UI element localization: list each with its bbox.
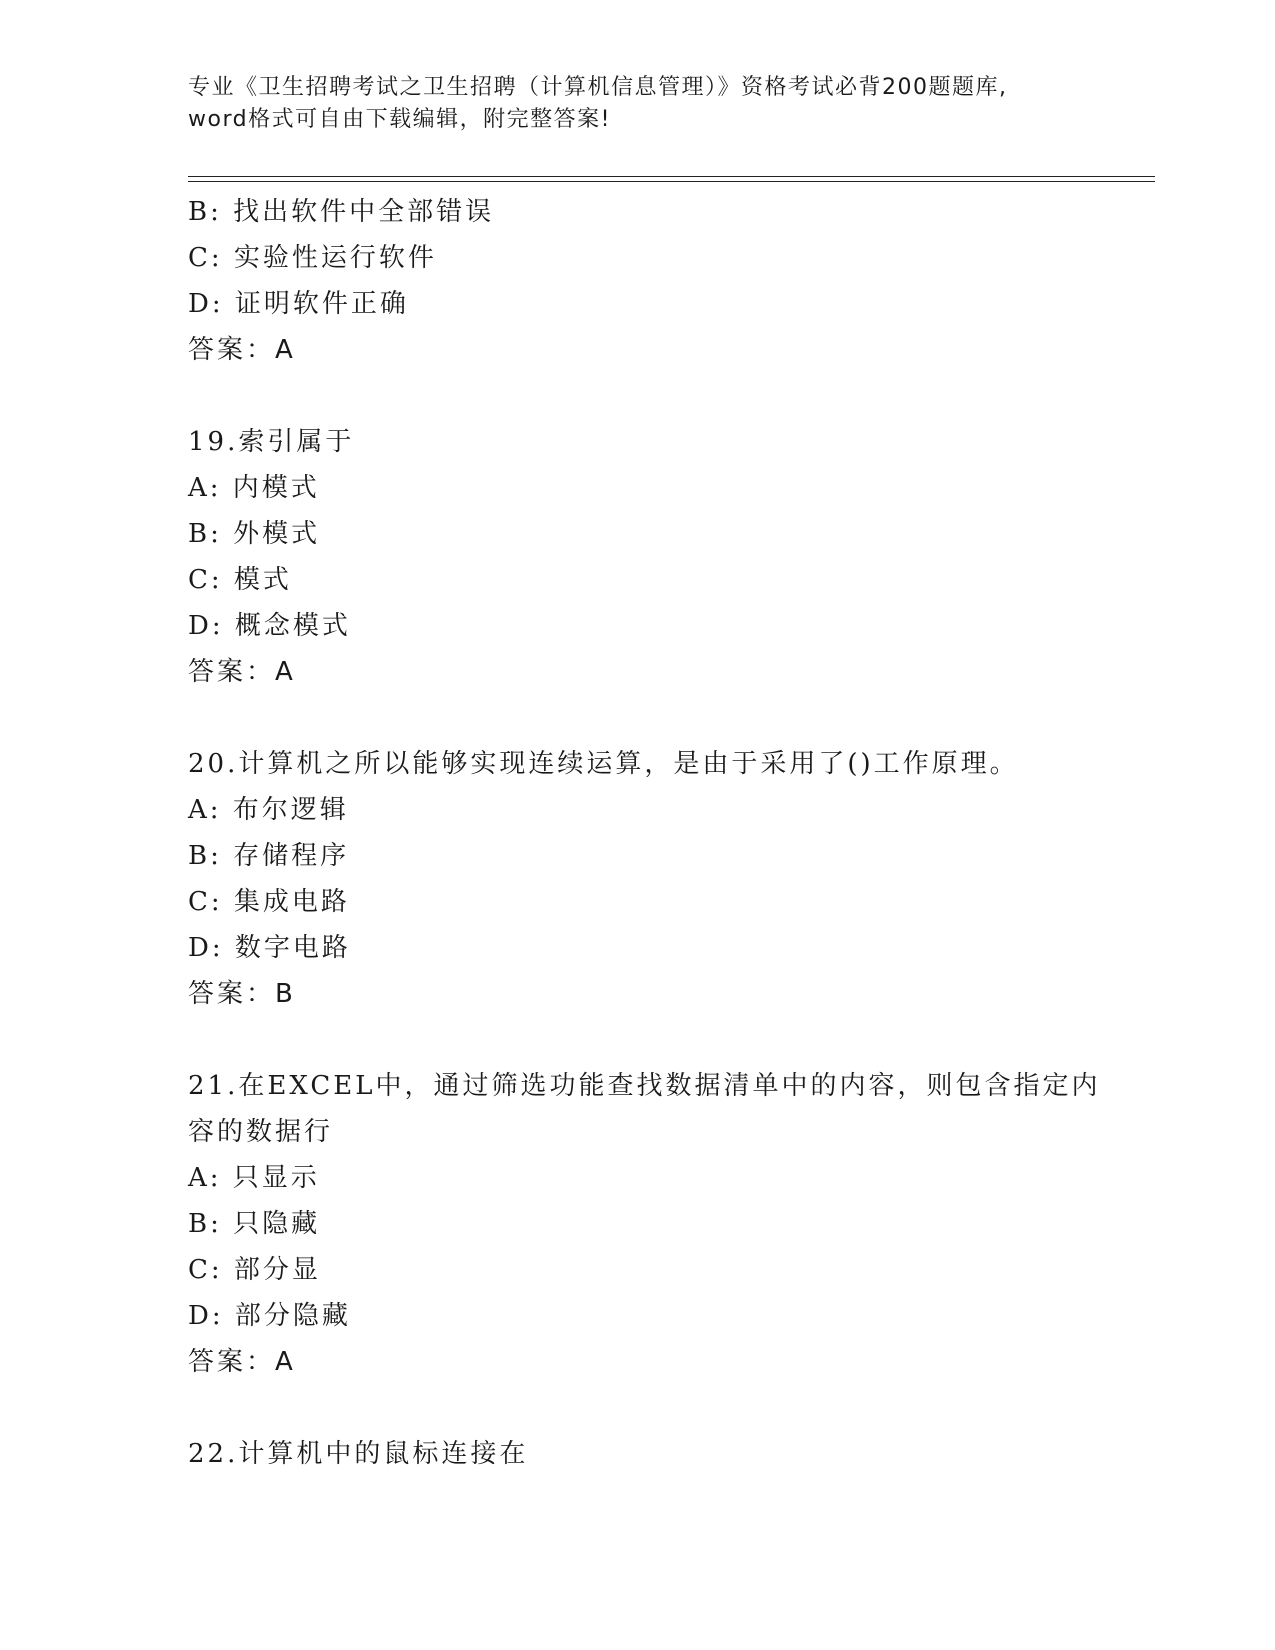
answer-value: A: [275, 1347, 296, 1377]
header-divider-bottom: [188, 181, 1155, 182]
option-d: D: 部分隐藏: [188, 1301, 351, 1331]
question-stem: 20.计算机之所以能够实现连续运算，是由于采用了()工作原理。: [188, 749, 1019, 779]
header-line-1: 专业《卫生招聘考试之卫生招聘（计算机信息管理）》资格考试必背200题题库,: [188, 75, 1008, 100]
option-d: D: 概念模式: [188, 611, 351, 641]
option-b: B: 存储程序: [188, 841, 350, 871]
option-b: B: 外模式: [188, 519, 321, 549]
option-c: C: 部分显: [188, 1255, 321, 1285]
answer-label: 答案：: [188, 1347, 276, 1377]
question-stem-line-2: 容的数据行: [188, 1117, 334, 1147]
question-21: [188, 1063, 1101, 1385]
answer-label: 答案：: [188, 657, 276, 687]
option-b: B: 找出软件中全部错误: [188, 197, 495, 227]
document-header: [188, 72, 1088, 136]
answer-value: A: [275, 335, 296, 365]
option-c: C: 实验性运行软件: [188, 243, 437, 273]
answer-label: 答案：: [188, 979, 276, 1009]
question-20: [188, 741, 1088, 1017]
answer-value: A: [275, 657, 296, 687]
option-d: D: 证明软件正确: [188, 289, 409, 319]
option-c: C: 模式: [188, 565, 292, 595]
answer-value: B: [275, 979, 296, 1009]
answer-label: 答案：: [188, 335, 276, 365]
answer-line: [188, 649, 1088, 695]
question-22: [188, 1431, 1088, 1477]
question-18-continued: [188, 189, 1088, 373]
option-b: B: 只隐藏: [188, 1209, 321, 1239]
question-stem: 19.索引属于: [188, 427, 355, 457]
header-line-2: word格式可自由下载编辑，附完整答案!: [188, 107, 611, 132]
option-d: D: 数字电路: [188, 933, 351, 963]
question-list: [188, 189, 1101, 1477]
option-a: A: 布尔逻辑: [188, 795, 349, 825]
answer-line: [188, 971, 1088, 1017]
option-c: C: 集成电路: [188, 887, 350, 917]
option-a: A: 只显示: [188, 1163, 320, 1193]
header-divider-top: [188, 176, 1155, 177]
question-stem-line-1: 21.在EXCEL中，通过筛选功能查找数据清单中的内容，则包含指定内: [188, 1071, 1101, 1101]
answer-line: [188, 327, 1088, 373]
question-19: [188, 419, 1088, 695]
option-a: A: 内模式: [188, 473, 320, 503]
answer-line: [188, 1339, 1088, 1385]
question-stem: 22.计算机中的鼠标连接在: [188, 1439, 529, 1469]
